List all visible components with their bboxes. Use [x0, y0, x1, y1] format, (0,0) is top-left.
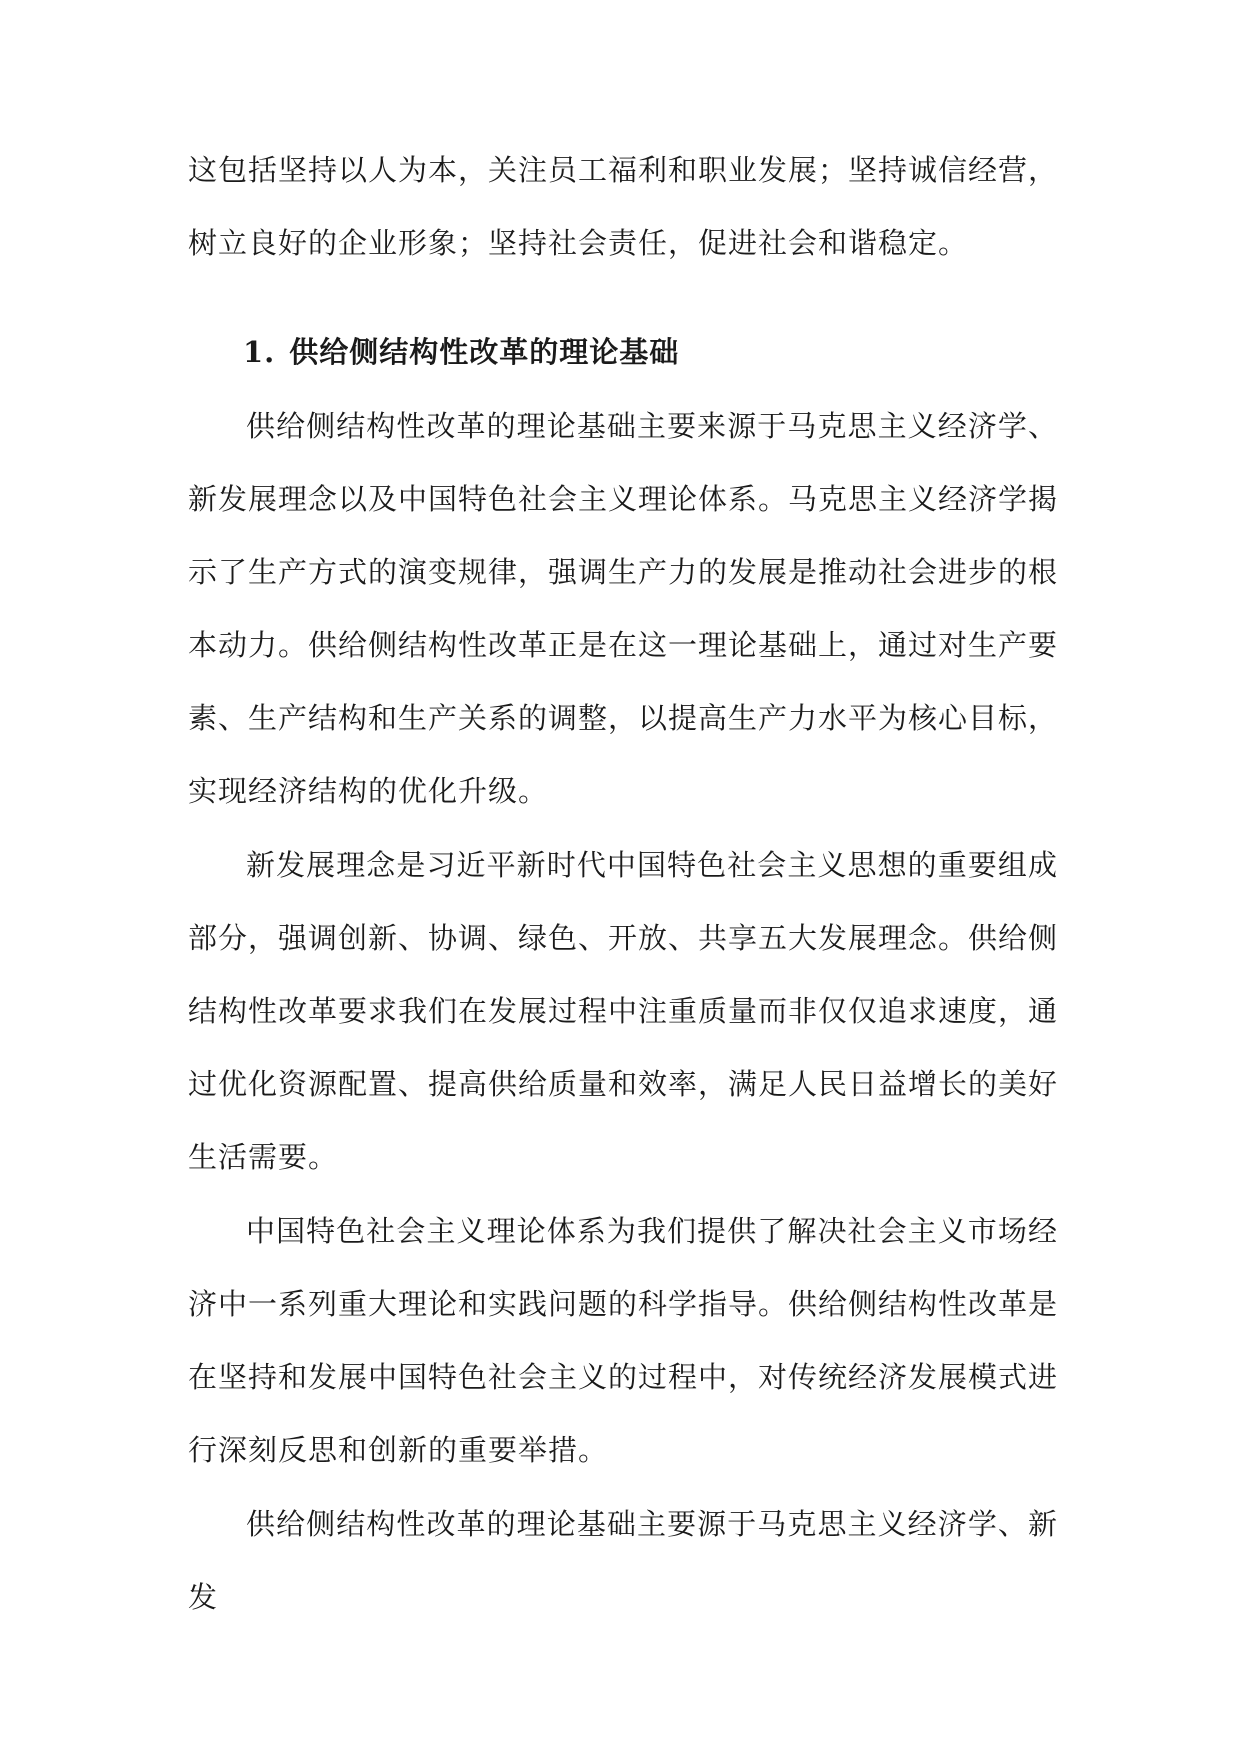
continuation-paragraph: 这包括坚持以人为本，关注员工福利和职业发展；坚持诚信经营，树立良好的企业形象；坚持社会责任，促进社会和谐稳定。: [188, 153, 1059, 260]
paragraph-truncated: 供给侧结构性改革的理论基础主要源于马克思主义经济学、新发: [188, 1507, 1058, 1614]
paragraph-theory-sources: 供给侧结构性改革的理论基础主要来源于马克思主义经济学、新发展理念以及中国特色社会主义理论体系。马克思主义经济学揭示了生产方式的演变规律，强调生产力的发展是推动社会进步的根本动力。供给侧结构性改革正是在这一理论基础上，通过对生产要素、生产结构和生产关系的调整，以提高生产力水平为核心目标，实现经济结构的优化升级。: [188, 409, 1059, 808]
section-heading: [243, 316, 679, 389]
paragraph-new-development-concept: 新发展理念是习近平新时代中国特色社会主义思想的重要组成部分，强调创新、协调、绿色、开放、共享五大发展理念。供给侧结构性改革要求我们在发展过程中注重质量而非仅仅追求速度，通过优化资源配置、提高供给质量和效率，满足人民日益增长的美好生活需要。: [188, 848, 1059, 1174]
section-number: 1.: [243, 335, 276, 369]
section-title: 供给侧结构性改革的理论基础: [289, 335, 680, 369]
paragraph-socialist-theory-system: 中国特色社会主义理论体系为我们提供了解决社会主义市场经济中一系列重大理论和实践问题的科学指导。供给侧结构性改革是在坚持和发展中国特色社会主义的过程中，对传统经济发展模式进行深刻反思和创新的重要举措。: [188, 1214, 1059, 1467]
